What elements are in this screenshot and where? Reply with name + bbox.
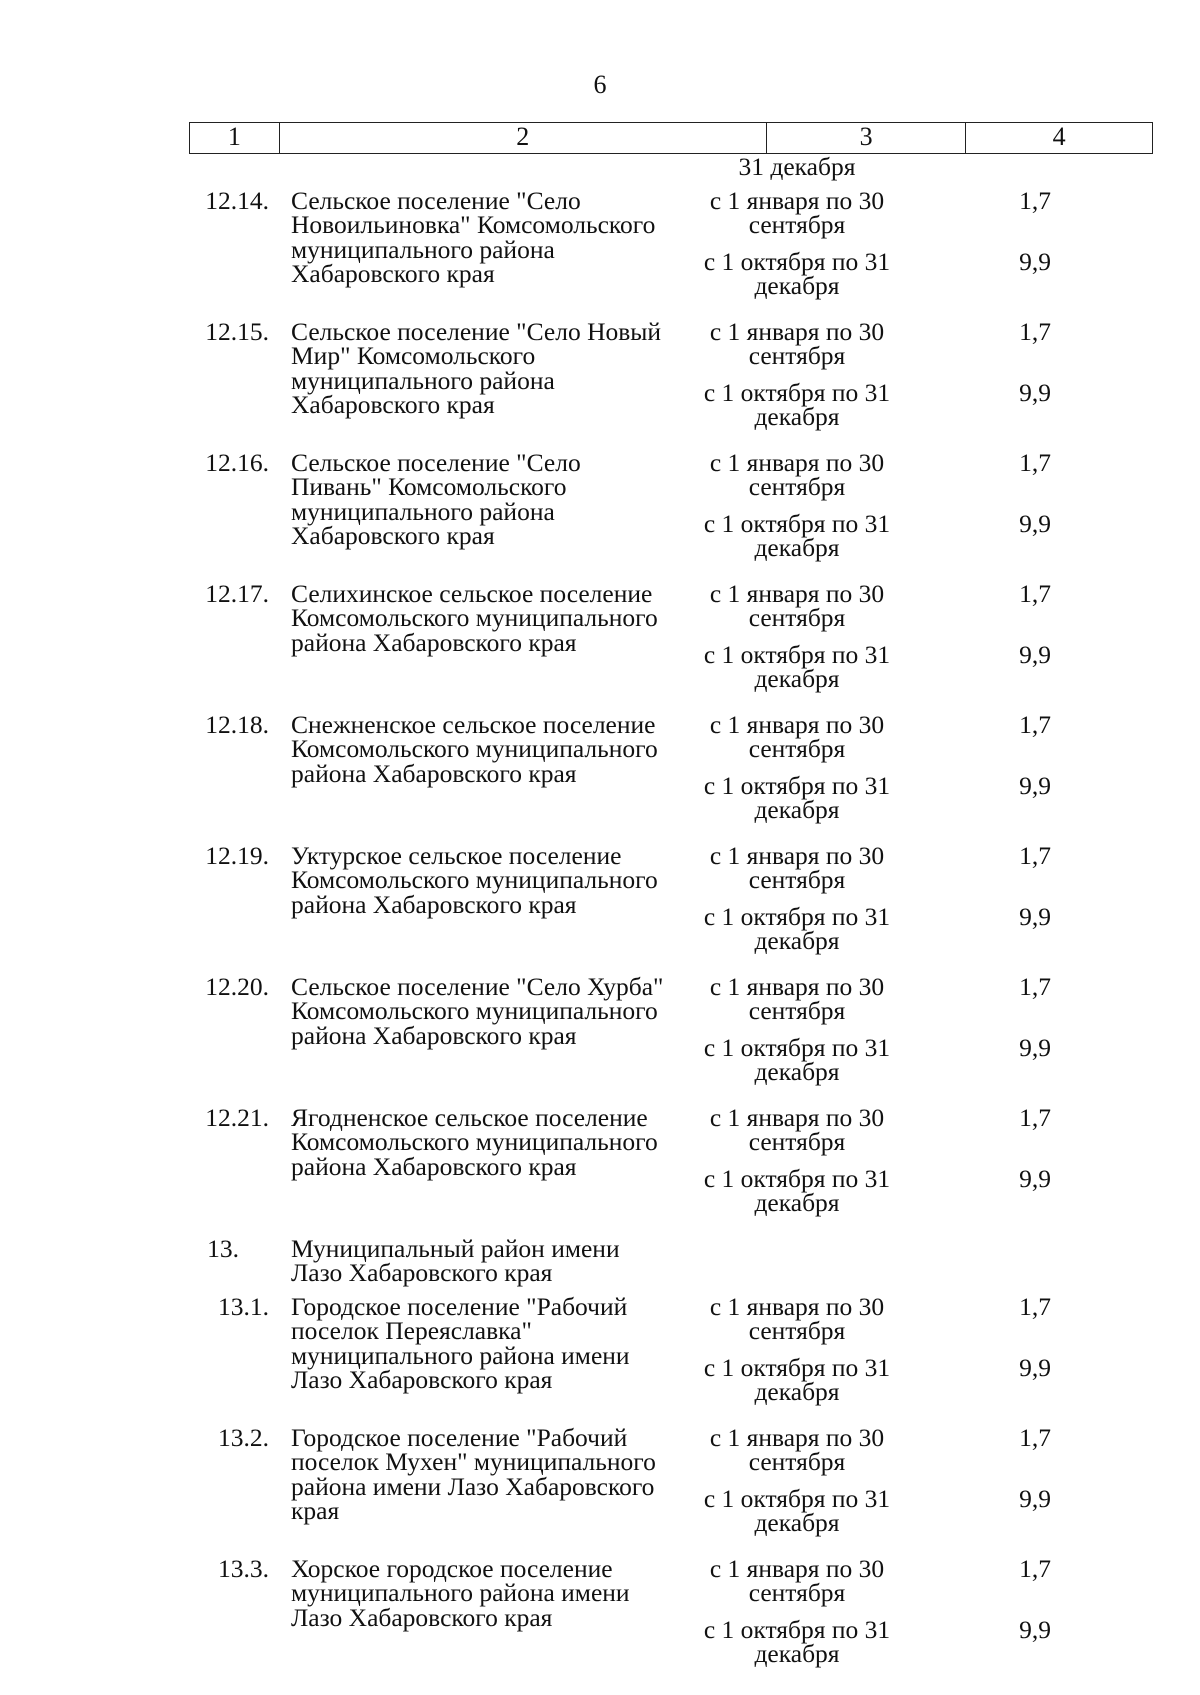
row-number: 12.16. <box>205 447 269 477</box>
settlement-name: Муниципальный район имени Лазо Хабаровского края <box>291 1233 620 1287</box>
table-row <box>189 185 1153 311</box>
value-cell <box>917 578 1153 704</box>
period-text: с 1 октября по 31 декабря <box>703 1614 891 1668</box>
table-row <box>189 1291 1153 1417</box>
rate-value: 1,7 <box>1019 578 1051 608</box>
rate-value: 1,7 <box>1019 316 1051 346</box>
rate-value: 9,9 <box>1019 246 1051 276</box>
period-text: с 1 января по 30 сентября <box>709 1422 885 1476</box>
row-number: 12.14. <box>205 185 269 215</box>
rate-value: 9,9 <box>1019 1483 1051 1513</box>
continuation-period: 31 декабря <box>738 152 856 181</box>
row-number: 13.1. <box>218 1291 269 1321</box>
rate-value: 9,9 <box>1019 377 1051 407</box>
period-text: с 1 октября по 31 декабря <box>703 639 891 693</box>
rate-value: 9,9 <box>1019 1163 1051 1193</box>
row-number: 12.20. <box>205 971 269 1001</box>
column-header-4: 4 <box>1052 122 1066 151</box>
period-text: с 1 января по 30 сентября <box>709 709 885 763</box>
rate-value: 9,9 <box>1019 770 1051 800</box>
settlement-name: Ягодненское сельское поселение Комсомольского муниципального района Хабаровского края <box>291 1102 658 1181</box>
settlement-name: Уктурское сельское поселение Комсомольского муниципального района Хабаровского края <box>291 840 658 919</box>
rate-value: 9,9 <box>1019 1352 1051 1382</box>
table-row <box>189 1422 1153 1548</box>
period-text: с 1 октября по 31 декабря <box>703 377 891 431</box>
settlement-name: Сельское поселение "Село Новоильиновка" Комсомольского муниципального района Хабаровского края <box>291 185 656 288</box>
period-text: с 1 января по 30 сентября <box>709 1553 885 1607</box>
settlement-name: Снежненское сельское поселение Комсомольского муниципального района Хабаровского края <box>291 709 658 788</box>
period-cell <box>677 971 917 1097</box>
table-row <box>189 1553 1153 1679</box>
period-text: с 1 января по 30 сентября <box>709 185 885 239</box>
table-row <box>189 447 1153 573</box>
value-cell <box>917 840 1153 966</box>
rate-value: 9,9 <box>1019 1032 1051 1062</box>
rate-value: 9,9 <box>1019 508 1051 538</box>
value-cell <box>917 447 1153 573</box>
table-body <box>189 152 1153 1679</box>
value-cell <box>917 185 1153 311</box>
table-row <box>189 1233 1153 1287</box>
rate-value: 1,7 <box>1019 840 1051 870</box>
period-text: с 1 января по 30 сентября <box>709 578 885 632</box>
table-row <box>189 840 1153 966</box>
continuation-row <box>189 152 1153 181</box>
page-number: 6 <box>593 70 607 99</box>
rate-value: 1,7 <box>1019 1422 1051 1452</box>
row-number: 12.17. <box>205 578 269 608</box>
period-text: с 1 января по 30 сентября <box>709 840 885 894</box>
settlement-name: Городское поселение "Рабочий поселок Мухен" муниципального района имени Лазо Хабаровского края <box>291 1422 656 1525</box>
period-text: с 1 октября по 31 декабря <box>703 770 891 824</box>
row-number: 13.2. <box>218 1422 269 1452</box>
rate-value: 1,7 <box>1019 1553 1051 1583</box>
period-text: с 1 октября по 31 декабря <box>703 508 891 562</box>
table-header <box>189 122 1153 154</box>
period-text: с 1 октября по 31 декабря <box>703 1032 891 1086</box>
period-cell <box>677 1553 917 1679</box>
settlement-name: Сельское поселение "Село Хурба" Комсомольского муниципального района Хабаровского края <box>291 971 664 1050</box>
value-cell <box>917 1102 1153 1228</box>
column-header-3: 3 <box>767 123 967 153</box>
period-text: с 1 октября по 31 декабря <box>703 1163 891 1217</box>
table-row <box>189 316 1153 442</box>
period-text: с 1 января по 30 сентября <box>709 316 885 370</box>
value-cell <box>917 1291 1153 1417</box>
period-cell <box>677 1102 917 1228</box>
rate-value: 1,7 <box>1019 1102 1051 1132</box>
period-text: с 1 октября по 31 декабря <box>703 901 891 955</box>
period-cell <box>677 1291 917 1417</box>
settlement-name: Сельское поселение "Село Новый Мир" Комсомольского муниципального района Хабаровского края <box>291 316 662 419</box>
period-text: с 1 января по 30 сентября <box>709 1102 885 1156</box>
table-row <box>189 1102 1153 1228</box>
rate-value: 1,7 <box>1019 971 1051 1001</box>
period-cell <box>677 578 917 704</box>
value-cell <box>917 971 1153 1097</box>
row-number: 13. <box>207 1233 239 1263</box>
period-cell <box>677 1422 917 1548</box>
rate-value: 1,7 <box>1019 709 1051 739</box>
column-header-2: 2 <box>280 123 767 153</box>
settlement-name: Городское поселение "Рабочий поселок Переяславка" муниципального района имени Лазо Хабаровского края <box>291 1291 630 1394</box>
period-text: с 1 января по 30 сентября <box>709 971 885 1025</box>
period-cell <box>677 185 917 311</box>
period-text: с 1 октября по 31 декабря <box>703 1483 891 1537</box>
settlement-name: Селихинское сельское поселение Комсомольского муниципального района Хабаровского края <box>291 578 658 657</box>
rate-value: 9,9 <box>1019 639 1051 669</box>
value-cell <box>917 1553 1153 1679</box>
table-row <box>189 971 1153 1097</box>
rate-value: 9,9 <box>1019 901 1051 931</box>
row-number: 12.19. <box>205 840 269 870</box>
table-row <box>189 578 1153 704</box>
rate-value: 9,9 <box>1019 1614 1051 1644</box>
row-number: 13.3. <box>218 1553 269 1583</box>
column-header-1: 1 <box>190 123 280 153</box>
settlement-name: Сельское поселение "Село Пивань" Комсомольского муниципального района Хабаровского края <box>291 447 581 550</box>
period-cell <box>677 840 917 966</box>
period-text: с 1 января по 30 сентября <box>709 447 885 501</box>
period-cell <box>677 316 917 442</box>
row-number: 12.18. <box>205 709 269 739</box>
table-row <box>189 709 1153 835</box>
value-cell <box>917 1422 1153 1548</box>
value-cell <box>917 316 1153 442</box>
row-number: 12.15. <box>205 316 269 346</box>
settlement-name: Хорское городское поселение муниципального района имени Лазо Хабаровского края <box>291 1553 630 1632</box>
period-cell <box>677 709 917 835</box>
row-number: 12.21. <box>205 1102 269 1132</box>
period-text: с 1 января по 30 сентября <box>709 1291 885 1345</box>
rate-value: 1,7 <box>1019 1291 1051 1321</box>
value-cell <box>917 709 1153 835</box>
rate-value: 1,7 <box>1019 185 1051 215</box>
period-text: с 1 октября по 31 декабря <box>703 246 891 300</box>
period-cell <box>677 447 917 573</box>
period-text: с 1 октября по 31 декабря <box>703 1352 891 1406</box>
rate-value: 1,7 <box>1019 447 1051 477</box>
